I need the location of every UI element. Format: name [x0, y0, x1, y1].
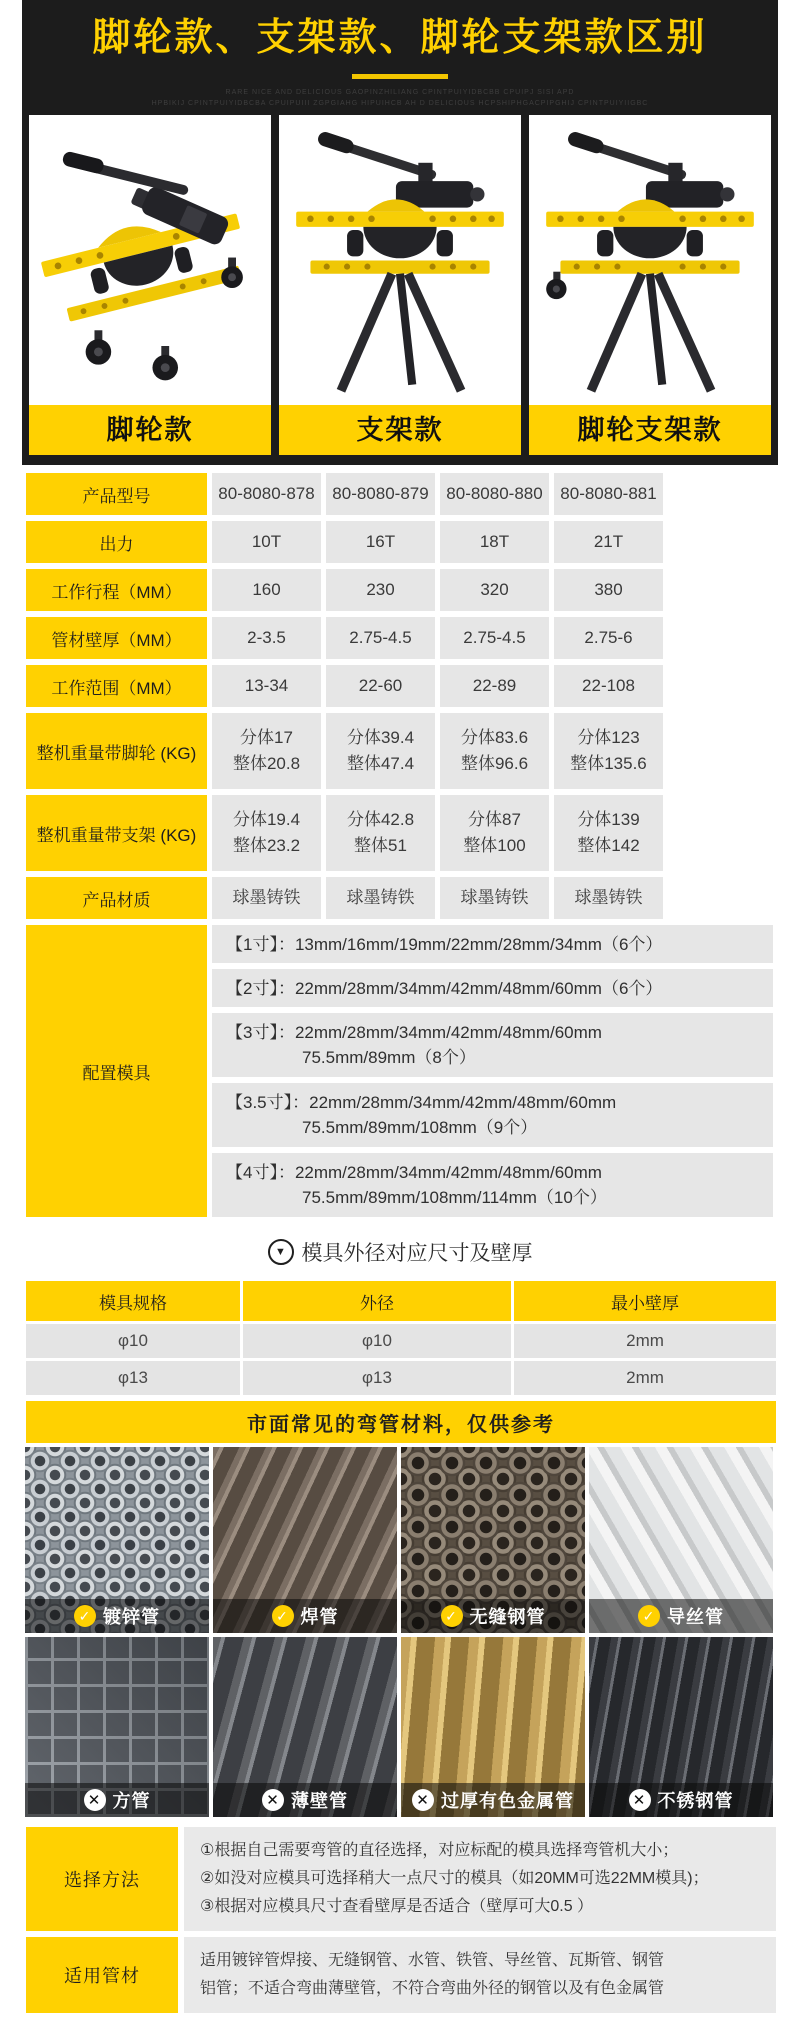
- cross-icon: ✕: [412, 1789, 434, 1811]
- check-icon: ✓: [441, 1605, 463, 1627]
- material-photo-welded: [213, 1447, 397, 1633]
- selection-guide: [26, 1827, 776, 2027]
- material-line-2: 铝管；不适合弯曲薄壁管，不符合弯曲外径的钢管以及有色金属管: [200, 1980, 665, 1997]
- pipe-bender-caster-illustration: [33, 118, 268, 403]
- material-label-bar: [25, 1783, 209, 1817]
- guide-row-content: [184, 1937, 776, 2013]
- guide-row-label: 选择方法: [26, 1827, 178, 1931]
- mold-row-3-5inch: 【3.5寸】：22mm/28mm/34mm/42mm/48mm/60mm 75.5mm/89mm/108mm（9个）: [212, 1083, 773, 1147]
- material-label: 焊管: [300, 1607, 339, 1627]
- material-label-bar: [589, 1599, 773, 1633]
- mold-list: [212, 925, 773, 1217]
- guide-row-material: [26, 1937, 776, 2013]
- spec-cell: 球墨铸铁: [212, 877, 321, 919]
- product-photo-caster-tripod: [529, 115, 771, 405]
- spec-cell: 分体17 整体20.8: [212, 713, 321, 789]
- dim-section-title: [0, 1237, 800, 1267]
- material-label-bar: [213, 1599, 397, 1633]
- spec-table: [26, 473, 774, 1217]
- cross-icon: ✕: [84, 1789, 106, 1811]
- spec-cell: 16T: [326, 521, 435, 563]
- material-label-bar: [401, 1599, 585, 1633]
- material-photo-conduit: [589, 1447, 773, 1633]
- spec-row-label: 管材壁厚（MM）: [26, 617, 207, 659]
- material-label: 无缝钢管: [469, 1607, 546, 1627]
- spec-cell: 分体87 整体100: [440, 795, 549, 871]
- hero-section: [22, 0, 778, 465]
- method-line-1: ①根据自己需要弯管的直径选择，对应标配的模具选择弯管机大小；: [200, 1842, 679, 1859]
- spec-row-output: [26, 521, 774, 563]
- product-card-caster: [29, 115, 271, 455]
- spec-cell: 230: [326, 569, 435, 611]
- product-card-tripod: [279, 115, 521, 455]
- spec-cell: 分体139 整体142: [554, 795, 663, 871]
- product-label-caster: 脚轮款: [29, 405, 271, 455]
- gallery-row-unsuitable: [25, 1637, 775, 1817]
- title-underline: [352, 74, 448, 79]
- spec-row-label: 产品型号: [26, 473, 207, 515]
- spec-cell: 分体83.6 整体96.6: [440, 713, 549, 789]
- material-label: 镀锌管: [103, 1607, 160, 1627]
- cross-icon: ✕: [629, 1789, 651, 1811]
- check-icon: ✓: [74, 1605, 96, 1627]
- spec-row-label: 整机重量带支架 (KG): [26, 795, 207, 871]
- material-photo-thin-wall: [213, 1637, 397, 1817]
- spec-row-weight-caster: [26, 713, 774, 789]
- material-label: 过厚有色金属管: [441, 1791, 574, 1811]
- materials-gallery: [25, 1447, 775, 1817]
- check-icon: ✓: [638, 1605, 660, 1627]
- spec-cell: 2.75-4.5: [440, 617, 549, 659]
- spec-cell: 18T: [440, 521, 549, 563]
- material-label: 薄壁管: [291, 1791, 348, 1811]
- spec-row-label: 配置模具: [26, 925, 207, 1217]
- spec-row-label: 工作范围（MM）: [26, 665, 207, 707]
- spec-cell: 80-8080-881: [554, 473, 663, 515]
- spec-cell: 21T: [554, 521, 663, 563]
- material-photo-square-tube: [25, 1637, 209, 1817]
- spec-cell: 分体19.4 整体23.2: [212, 795, 321, 871]
- dim-table-cell: 2mm: [514, 1324, 776, 1358]
- down-arrow-icon: ▼: [268, 1239, 294, 1265]
- spec-cell: 分体39.4 整体47.4: [326, 713, 435, 789]
- dim-table-header: 模具规格: [26, 1281, 240, 1321]
- product-label-tripod: 支架款: [279, 405, 521, 455]
- spec-row-label: 工作行程（MM）: [26, 569, 207, 611]
- product-label-caster-tripod: 脚轮支架款: [529, 405, 771, 455]
- material-label: 导丝管: [667, 1607, 724, 1627]
- spec-cell: 分体123 整体135.6: [554, 713, 663, 789]
- spec-row-molds: [26, 925, 774, 1217]
- spec-cell: 22-108: [554, 665, 663, 707]
- product-row: [29, 115, 771, 455]
- spec-row-wall-thickness: [26, 617, 774, 659]
- spec-cell: 2.75-4.5: [326, 617, 435, 659]
- product-photo-tripod: [279, 115, 521, 405]
- spec-cell: 2-3.5: [212, 617, 321, 659]
- spec-cell: 球墨铸铁: [554, 877, 663, 919]
- dim-table-cell: φ13: [243, 1361, 511, 1395]
- mold-row-3inch: 【3寸】：22mm/28mm/34mm/42mm/48mm/60mm 75.5mm/89mm（8个）: [212, 1013, 773, 1077]
- gallery-row-suitable: [25, 1447, 775, 1633]
- spec-cell: 22-89: [440, 665, 549, 707]
- spec-cell: 80-8080-879: [326, 473, 435, 515]
- spec-cell: 160: [212, 569, 321, 611]
- mold-row-2inch: 【2寸】：22mm/28mm/34mm/42mm/48mm/60mm（6个）: [212, 969, 773, 1007]
- cross-icon: ✕: [262, 1789, 284, 1811]
- spec-cell: 球墨铸铁: [326, 877, 435, 919]
- spec-cell: 80-8080-878: [212, 473, 321, 515]
- product-card-caster-tripod: [529, 115, 771, 455]
- dim-table-cell: φ13: [26, 1361, 240, 1395]
- dim-table-cell: 2mm: [514, 1361, 776, 1395]
- method-line-3: ③根据对应模具尺寸查看壁厚是否适合（壁厚可大0.5 ）: [200, 1898, 594, 1915]
- material-label-bar: [589, 1783, 773, 1817]
- spec-cell: 22-60: [326, 665, 435, 707]
- material-label: 不锈钢管: [657, 1791, 734, 1811]
- product-photo-caster: [29, 115, 271, 405]
- spec-cell: 球墨铸铁: [440, 877, 549, 919]
- material-label-bar: [25, 1599, 209, 1633]
- spec-cell: 320: [440, 569, 549, 611]
- pipe-bender-tripod-illustration: [285, 118, 515, 403]
- dim-table-header: 最小壁厚: [514, 1281, 776, 1321]
- dim-table-cell: φ10: [26, 1324, 240, 1358]
- guide-row-method: [26, 1827, 776, 1931]
- spec-row-label: 出力: [26, 521, 207, 563]
- spec-row-label: 整机重量带脚轮 (KG): [26, 713, 207, 789]
- spec-cell: 380: [554, 569, 663, 611]
- spec-row-stroke: [26, 569, 774, 611]
- guide-row-content: [184, 1827, 776, 1931]
- spec-row-work-range: [26, 665, 774, 707]
- spec-cell: 13-34: [212, 665, 321, 707]
- dim-table: [26, 1281, 776, 1395]
- material-photo-seamless-steel: [401, 1447, 585, 1633]
- hero-tagline-2: HPBIKIJ CPINTPUIYIDBCBA CPUIPUIII ZGPGIAHG HIPUIHCB AH D DELICIOUS HCPSHIPHGACPIPGHIJ CPINTPUIYIIGBC: [151, 100, 649, 107]
- material-line-1: 适用镀锌管焊接、无缝钢管、水管、铁管、导丝管、瓦斯管、钢管: [200, 1952, 665, 1969]
- material-label-bar: [401, 1783, 585, 1817]
- spec-row-material: [26, 877, 774, 919]
- spec-cell: 10T: [212, 521, 321, 563]
- page-title: 脚轮款、支架款、脚轮支架款区别: [92, 17, 708, 59]
- guide-row-label: 适用管材: [26, 1937, 178, 2013]
- spec-row-model: [26, 473, 774, 515]
- material-photo-stainless: [589, 1637, 773, 1817]
- material-photo-thick-nonferrous: [401, 1637, 585, 1817]
- materials-banner: 市面常见的弯管材料，仅供参考: [26, 1401, 776, 1443]
- material-photo-galvanized: [25, 1447, 209, 1633]
- mold-row-1inch: 【1寸】：13mm/16mm/19mm/22mm/28mm/34mm（6个）: [212, 925, 773, 963]
- material-label: 方管: [112, 1791, 151, 1811]
- spec-row-label: 产品材质: [26, 877, 207, 919]
- dim-section-title-text: 模具外径对应尺寸及壁厚: [301, 1242, 533, 1265]
- dim-table-cell: φ10: [243, 1324, 511, 1358]
- pipe-bender-caster-tripod-illustration: [535, 118, 765, 403]
- mold-row-4inch: 【4寸】：22mm/28mm/34mm/42mm/48mm/60mm 75.5mm/89mm/108mm/114mm（10个）: [212, 1153, 773, 1217]
- method-line-2: ②如没对应模具可选择稍大一点尺寸的模具（如20MM可选22MM模具)；: [200, 1870, 709, 1887]
- spec-cell: 分体42.8 整体51: [326, 795, 435, 871]
- spec-cell: 2.75-6: [554, 617, 663, 659]
- dim-table-header: 外径: [243, 1281, 511, 1321]
- material-label-bar: [213, 1783, 397, 1817]
- check-icon: ✓: [272, 1605, 294, 1627]
- spec-row-weight-tripod: [26, 795, 774, 871]
- hero-tagline-1: RARE NICE AND DELICIOUS GAOPINZHILIANG CPINTPUIYIDBCBB CPUIPJ SISI APD: [225, 89, 575, 96]
- spec-cell: 80-8080-880: [440, 473, 549, 515]
